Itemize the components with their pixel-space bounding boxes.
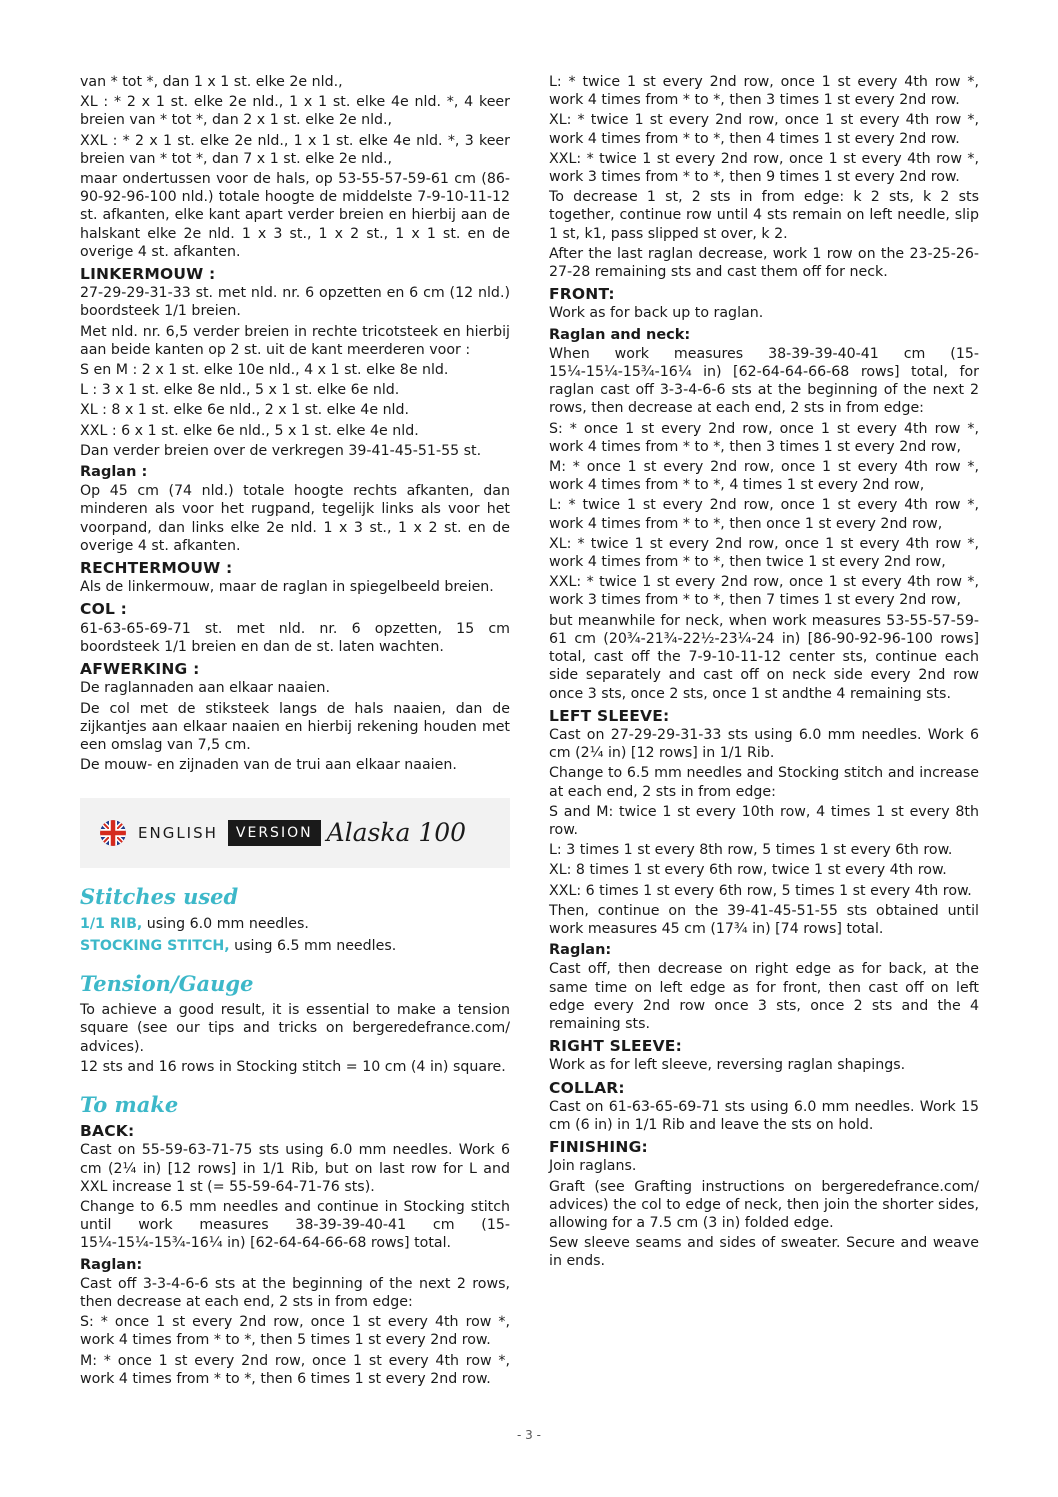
section-heading: LINKERMOUW : [80,265,216,284]
section-heading: AFWERKING : [80,660,200,679]
paragraph: Cast off 3-3-4-6-6 sts at the beginning of the next 2 rows, then decrease at each end, 2 sts in from edge: [80,1275,510,1310]
english-version-banner [80,798,510,868]
stitch-line [80,915,510,933]
stitch-name: STOCKING STITCH, [80,937,230,954]
paragraph: Met nld. nr. 6,5 verder breien in rechte tricotsteek en hierbij aan beide kanten op 2 st. uit de kant meerderen voor : [80,323,510,358]
paragraph: To decrease 1 st, 2 sts in from edge: k 2 sts, k 2 sts together, continue row until 4 sts remain on left needle, slip 1 st, k1, pass slipped st over, k 2. [549,189,979,242]
section-heading: RECHTERMOUW : [80,559,233,578]
paragraph: but meanwhile for neck, when work measures 53-55-57-59-61 cm (20¾-21¾-22½-23¼-24 in) [86-90-92-96-100 rows] total, cast off the 7-9-10-11-12 center sts, continue each side separately and cast off on neck side every 2nd row once 3 sts, once 2 sts, once 1 st andthe 4 remaining sts. [549,612,979,702]
subheading: Raglan and neck: [549,326,691,343]
paragraph: XL : 8 x 1 st. elke 6e nld., 2 x 1 st. elke 4e nld. [80,402,410,419]
right-column [549,73,979,1273]
paragraph: Cast on 61-63-65-69-71 sts using 6.0 mm needles. Work 15 cm (6 in) in 1/1 Rib and leave the sts on hold. [549,1098,979,1133]
paragraph: De mouw- en zijnaden van de trui aan elkaar naaien. [80,757,457,774]
paragraph: Cast on 27-29-29-31-33 sts using 6.0 mm needles. Work 6 cm (2¼ in) [12 rows] in 1/1 Rib. [549,726,979,762]
paragraph: L: * twice 1 st every 2nd row, once 1 st every 4th row *, work 4 times from * to *, then once 1 st every 2nd row, [549,497,979,532]
paragraph: XXL: 6 times 1 st every 6th row, 5 times 1 st every 4th row. [549,882,972,899]
section-heading: FRONT: [549,285,615,304]
paragraph: Work as for back up to raglan. [549,305,764,322]
stitch-name: 1/1 RIB, [80,915,143,932]
paragraph: XL: 8 times 1 st every 6th row, twice 1 st every 4th row. [549,862,947,879]
paragraph: S en M : 2 x 1 st. elke 10e nld., 4 x 1 st. elke 8e nld. [80,362,449,379]
paragraph: XXL: * twice 1 st every 2nd row, once 1 st every 4th row *, work 3 times from * to *, then 7 times 1 st every 2nd row, [549,574,979,609]
paragraph: Als de linkermouw, maar de raglan in spiegelbeeld breien. [80,579,494,596]
paragraph: After the last raglan decrease, work 1 row on the 23-25-26-27-28 remaining sts and cast them off for neck. [549,245,979,281]
product-name: Alaska 100 [326,818,467,848]
paragraph: XL : * 2 x 1 st. elke 2e nld., 1 x 1 st. elke 4e nld. *, 4 keer breien van * tot *, dan 2 x 1 st. elke 2e nld., [80,94,510,129]
paragraph: Op 45 cm (74 nld.) totale hoogte rechts afkanten, dan minderen als voor het rugpand, tegelijk links als voor het voorpand, dan links elke 2e nld. 1 x 3 st., 1 x 2 st. en de overige 4 st. afkanten. [80,483,510,554]
subheading: Raglan: [549,942,612,959]
paragraph: 27-29-29-31-33 st. met nld. nr. 6 opzetten en 6 cm (12 nld.) boordsteek 1/1 breien. [80,285,510,320]
uk-flag-icon [100,820,126,846]
paragraph: L : 3 x 1 st. elke 8e nld., 5 x 1 st. elke 6e nld. [80,382,400,399]
paragraph: When work measures 38-39-39-40-41 cm (15-15¼-15¼-15¾-16¼ in) [62-64-64-66-68 rows] total, for raglan cast off 3-3-4-6-6 sts at the beginning of the next 2 rows, then decrease at each end, 2 sts in from edge: [549,345,979,417]
paragraph: To achieve a good result, it is essential to make a tension square (see our tips and tricks on bergeredefrance.com/ advices). [80,1002,510,1055]
section-heading: COLLAR: [549,1078,625,1097]
paragraph: Work as for left sleeve, reversing raglan shapings. [549,1057,906,1074]
version-label: VERSION [228,820,321,846]
paragraph: Graft (see Grafting instructions on bergeredefrance.com/ advices) the col to edge of neck, then join the shorter sides, allowing for a 7.5 cm (3 in) folded edge. [549,1178,979,1231]
left-column [80,73,510,1390]
stitch-line [80,937,510,955]
paragraph: maar ondertussen voor de hals, op 53-55-57-59-61 cm (86-90-92-96-100 nld.) totale hoogte de middelste 7-9-10-11-12 st. afkanten, elke kant apart verder breien en hierbij aan de halskant elke 2e nld. 1 x 3 st., 1 x 2 st., 1 x 1 st. en de overige 4 st. afkanten. [80,171,510,260]
language-label: ENGLISH [138,824,218,843]
paragraph: Change to 6.5 mm needles and Stocking stitch and increase at each end, 2 sts in from edge: [549,765,979,800]
paragraph: XL: * twice 1 st every 2nd row, once 1 st every 4th row *, work 4 times from * to *, then twice 1 st every 2nd row, [549,535,979,571]
section-heading: FINISHING: [549,1138,648,1157]
paragraph: Change to 6.5 mm needles and continue in Stocking stitch until work measures 38-39-39-40-41 cm (15-15¼-15¼-15¾-16¼ in) [62-64-64-66-68 rows] total. [80,1198,510,1252]
paragraph: Cast off, then decrease on right edge as for back, at the same time on left edge as for front, then cast off on left edge every 2nd row once 3 sts, once 2 sts and the 4 remaining sts. [549,961,979,1032]
section-heading: COL : [80,600,128,619]
stitch-detail: using 6.0 mm needles. [142,915,309,932]
paragraph: S and M: twice 1 st every 10th row, 4 times 1 st every 8th row. [549,803,979,838]
stitch-detail: using 6.5 mm needles. [229,937,397,954]
paragraph: L: * twice 1 st every 2nd row, once 1 st every 4th row *, work 4 times from * to *, then 3 times 1 st every 2nd row. [549,74,979,109]
section-heading: BACK: [80,1122,135,1141]
subheading: Raglan: [80,1256,143,1273]
paragraph: M: * once 1 st every 2nd row, once 1 st every 4th row *, work 4 times from * to *, 4 times 1 st every 2nd row, [549,459,979,494]
paragraph: 12 sts and 16 rows in Stocking stitch = 10 cm (4 in) square. [80,1058,506,1075]
paragraph: XXL : 6 x 1 st. elke 6e nld., 5 x 1 st. elke 4e nld. [80,422,419,439]
stitches-heading: Stitches used [80,884,239,910]
paragraph: Sew sleeve seams and sides of sweater. Secure and weave in ends. [549,1235,979,1270]
paragraph: M: * once 1 st every 2nd row, once 1 st every 4th row *, work 4 times from * to *, then 6 times 1 st every 2nd row. [80,1352,510,1387]
to-make-heading: To make [80,1091,179,1117]
section-heading: RIGHT SLEEVE: [549,1037,682,1056]
paragraph: De raglannaden aan elkaar naaien. [80,680,331,697]
subheading: Raglan : [80,464,148,481]
paragraph: XL: * twice 1 st every 2nd row, once 1 st every 4th row *, work 4 times from * to *, then 4 times 1 st every 2nd row. [549,112,979,147]
paragraph: XXL : * 2 x 1 st. elke 2e nld., 1 x 1 st. elke 4e nld. *, 3 keer breien van * tot *, dan 7 x 1 st. elke 2e nld., [80,132,510,167]
paragraph: Cast on 55-59-63-71-75 sts using 6.0 mm needles. Work 6 cm (2¼ in) [12 rows] in 1/1 Rib, but on last row for L and XXL increase 1 st (= 55-59-64-71-76 sts). [80,1142,510,1195]
paragraph: S: * once 1 st every 2nd row, once 1 st every 4th row *, work 4 times from * to *, then 5 times 1 st every 2nd row. [80,1314,510,1349]
paragraph: S: * once 1 st every 2nd row, once 1 st every 4th row *, work 4 times from * to *, then 3 times 1 st every 2nd row, [549,420,979,455]
paragraph: 61-63-65-69-71 st. met nld. nr. 6 opzetten, 15 cm boordsteek 1/1 breien en dan de st. laten wachten. [80,620,510,655]
page-number: - 3 - [517,1428,541,1442]
section-heading: LEFT SLEEVE: [549,706,670,725]
paragraph: Dan verder breien over de verkregen 39-41-45-51-55 st. [80,442,482,459]
paragraph: L: 3 times 1 st every 8th row, 5 times 1 st every 6th row. [549,842,953,859]
paragraph: De col met de stiksteek langs de hals naaien, dan de zijkantjes aan elkaar naaien en hierbij rekening houden met een omslag van 7,5 cm. [80,700,510,753]
paragraph: XXL: * twice 1 st every 2nd row, once 1 st every 4th row *, work 3 times from * to *, then 9 times 1 st every 2nd row. [549,150,979,186]
paragraph: van * tot *, dan 1 x 1 st. elke 2e nld., [80,74,343,90]
paragraph: Then, continue on the 39-41-45-51-55 sts obtained until work measures 45 cm (17¾ in) [74 rows] total. [549,902,979,937]
tension-heading: Tension/Gauge [80,970,254,996]
paragraph: Join raglans. [549,1158,637,1175]
